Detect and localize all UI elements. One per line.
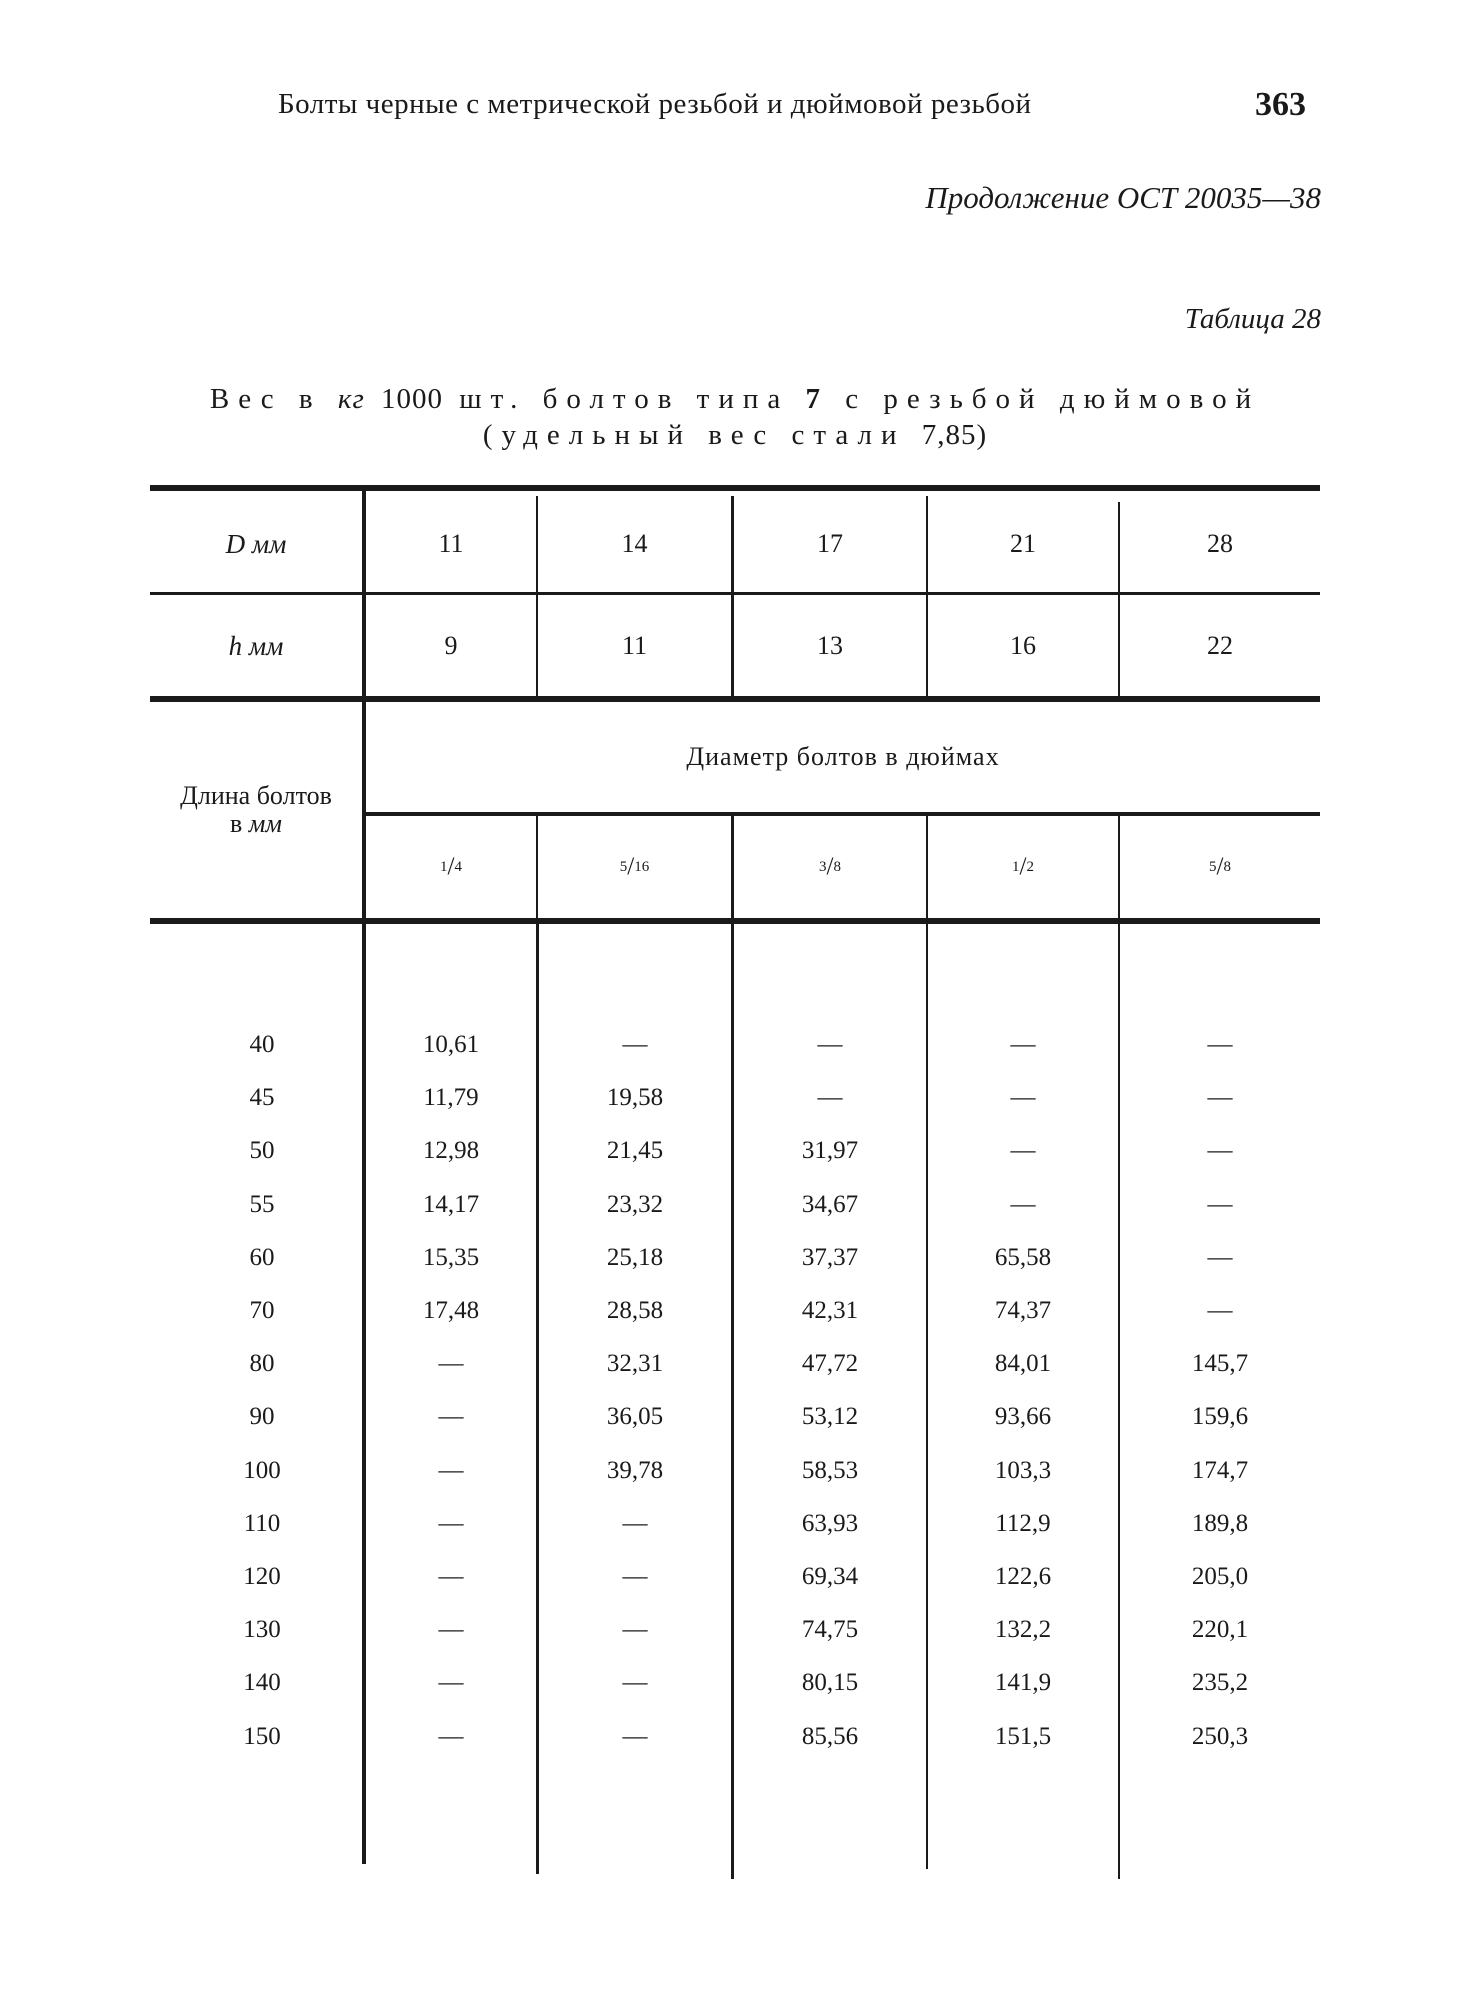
weight-cell: 25,18 [606, 1244, 664, 1271]
weight-cell: 103,3 [994, 1457, 1052, 1484]
length-cell: 60 [249, 1244, 275, 1271]
weight-cell: 14,17 [422, 1191, 480, 1218]
vrule-col-3-body [731, 924, 734, 1879]
weight-cell: 47,72 [801, 1350, 859, 1377]
weight-cell: 235,2 [1191, 1669, 1249, 1696]
diameter-fraction-3-num: 3 [819, 859, 827, 875]
caption-unit: кг [337, 383, 365, 415]
length-header-line2 [230, 810, 282, 838]
weight-cell: 93,66 [994, 1403, 1052, 1430]
weight-cell: 74,75 [801, 1616, 859, 1643]
weight-cell: — [1207, 1084, 1233, 1111]
length-cell: 80 [249, 1350, 275, 1377]
weight-cell: 151,5 [994, 1723, 1052, 1750]
weight-cell: 42,31 [801, 1297, 859, 1324]
weight-cell: 58,53 [801, 1457, 859, 1484]
weight-cell: 11,79 [423, 1084, 479, 1111]
caption-count: 1000 [381, 383, 444, 415]
continuation-note: Продолжение ОСТ 20035—38 [925, 180, 1321, 215]
length-cell: 150 [243, 1723, 281, 1750]
weight-cell: 36,05 [606, 1403, 664, 1430]
weight-cell: — [438, 1350, 464, 1377]
length-cell: 70 [249, 1297, 275, 1324]
weight-cell: 65,58 [994, 1244, 1052, 1271]
weight-cell: — [438, 1616, 464, 1643]
length-cell: 90 [249, 1403, 275, 1430]
d-row-label: D мм [225, 529, 287, 559]
weight-cell: 21,45 [606, 1137, 664, 1164]
caption-part1: Вес в [209, 383, 322, 415]
d-value-2: 14 [621, 529, 648, 558]
weight-cell: 23,32 [606, 1191, 664, 1218]
table-caption-line2 [150, 419, 1320, 452]
diameter-fraction-1-den: 4 [454, 859, 462, 875]
h-value-5: 22 [1207, 630, 1233, 660]
weight-cell: 80,15 [801, 1669, 859, 1696]
h-value-3: 13 [817, 630, 843, 660]
rule-after-header [150, 918, 1320, 924]
diameter-fraction-4-num: 1 [1012, 859, 1020, 875]
caption-part2: шт. болтов типа [459, 383, 790, 415]
vrule-col-1-body [362, 924, 366, 1864]
weight-cell: 84,01 [994, 1350, 1052, 1377]
h-row-label: h мм [228, 630, 284, 661]
weight-cell: 15,35 [422, 1244, 480, 1271]
weight-cell: 53,12 [801, 1403, 859, 1430]
length-header [150, 702, 362, 918]
d-value-5: 28 [1207, 529, 1233, 558]
length-cell: 140 [243, 1669, 281, 1696]
weight-cell: — [1207, 1297, 1233, 1324]
length-cell: 100 [243, 1457, 281, 1484]
h-value-1: 9 [444, 630, 458, 660]
weight-cell: — [438, 1510, 464, 1537]
weight-cell: 74,37 [994, 1297, 1052, 1324]
vrule-col-5-body [1118, 924, 1120, 1879]
caption-part3: с резьбой дюймовой [845, 383, 1261, 415]
length-cell: 50 [249, 1137, 275, 1164]
page-number: 363 [1255, 86, 1306, 123]
length-cell: 45 [249, 1084, 275, 1111]
diameter-fraction-3-den: 8 [833, 859, 841, 875]
d-value-4: 21 [1010, 529, 1036, 558]
weight-cell: — [1207, 1191, 1233, 1218]
diameter-fraction-4: 1 / 2 [1012, 853, 1034, 880]
length-cell: 110 [243, 1510, 281, 1537]
weight-cell: 34,67 [801, 1191, 859, 1218]
length-cell: 130 [243, 1616, 281, 1643]
weight-cell: 39,78 [606, 1457, 664, 1484]
weight-cell: — [1010, 1031, 1036, 1058]
weight-cell: — [622, 1616, 648, 1643]
d-value-1: 11 [438, 529, 464, 558]
weight-cell: 174,7 [1191, 1457, 1249, 1484]
diameter-fraction-2-num: 5 [619, 859, 628, 875]
weight-cell: 12,98 [422, 1137, 480, 1164]
diameter-fraction-1-num: 1 [440, 859, 448, 875]
weight-cell: — [817, 1084, 843, 1111]
weight-cell: 189,8 [1191, 1510, 1249, 1537]
weight-cell: 31,97 [801, 1137, 859, 1164]
weight-cell: 220,1 [1191, 1616, 1249, 1643]
diameter-fraction-2: 5 / 16 [619, 853, 650, 880]
diameter-fraction-2-den: 16 [634, 859, 650, 875]
diameter-fraction-5: 5 / 8 [1209, 853, 1231, 880]
caption-line2-close: ) [976, 419, 988, 451]
h-value-4: 16 [1010, 630, 1036, 660]
weight-cell: — [438, 1669, 464, 1696]
diameter-fraction-1: 1 / 4 [440, 853, 462, 880]
weight-cell: 145,7 [1191, 1350, 1249, 1377]
diameter-fraction-5-den: 8 [1223, 859, 1231, 875]
weight-cell: — [1010, 1084, 1036, 1111]
weight-cell: — [438, 1403, 464, 1430]
weight-cell: 132,2 [994, 1616, 1052, 1643]
h-value-2: 11 [621, 630, 648, 660]
weight-cell: — [438, 1457, 464, 1484]
weight-cell: 63,93 [801, 1510, 859, 1537]
caption-line2-text: (удельный вес стали [482, 419, 906, 451]
caption-specific-weight: 7,85 [921, 419, 977, 451]
diameter-fraction-4-den: 2 [1026, 859, 1034, 875]
caption-type-number: 7 [805, 383, 830, 415]
weight-cell: 205,0 [1191, 1563, 1249, 1590]
weight-cell: — [1207, 1244, 1233, 1271]
weight-cell: — [622, 1031, 648, 1058]
weight-cell: 37,37 [801, 1244, 859, 1271]
weight-cell: 32,31 [606, 1350, 664, 1377]
weight-cell: — [438, 1723, 464, 1750]
weight-cell: 10,61 [422, 1031, 480, 1058]
length-header-unit: мм [248, 809, 282, 838]
weight-cell: 112,9 [995, 1510, 1051, 1537]
weight-cell: — [622, 1723, 648, 1750]
weight-cell: — [1010, 1191, 1036, 1218]
length-cell: 40 [249, 1031, 275, 1058]
weight-cell: 141,9 [994, 1669, 1052, 1696]
d-value-3: 17 [817, 529, 843, 558]
weight-cell: — [1010, 1137, 1036, 1164]
weight-cell: 159,6 [1191, 1403, 1249, 1430]
diameter-fraction-5-num: 5 [1209, 859, 1217, 875]
weight-cell: 250,3 [1191, 1723, 1249, 1750]
vrule-col-4-body [926, 924, 928, 1869]
diameter-fraction-3: 3 / 8 [819, 853, 841, 880]
table-label: Таблица 28 [1184, 303, 1321, 335]
weight-cell: 85,56 [801, 1723, 859, 1750]
weight-cell: — [622, 1563, 648, 1590]
weight-cell: — [438, 1563, 464, 1590]
length-cell: 120 [243, 1563, 281, 1590]
weight-cell: 17,48 [422, 1297, 480, 1324]
weight-cell: — [622, 1669, 648, 1696]
weight-cell: 28,58 [606, 1297, 664, 1324]
table-caption-line1 [150, 383, 1320, 416]
weight-cell: 122,6 [994, 1563, 1052, 1590]
weight-cell: — [817, 1031, 843, 1058]
length-header-prefix: в [230, 809, 243, 838]
vrule-col-2-body [536, 924, 539, 1874]
weight-cell: — [622, 1510, 648, 1537]
diameter-header: Диаметр болтов в дюймах [686, 742, 1000, 771]
running-title: Болты черные с метрической резьбой и дюймовой резьбой [278, 88, 1032, 120]
table-top-rule [150, 485, 1320, 491]
length-cell: 55 [249, 1191, 275, 1218]
weight-cell: — [1207, 1137, 1233, 1164]
weight-cell: 69,34 [801, 1563, 859, 1590]
weight-cell: — [1207, 1031, 1233, 1058]
length-header-line1: Длина болтов [180, 781, 332, 810]
weight-cell: 19,58 [606, 1084, 664, 1111]
